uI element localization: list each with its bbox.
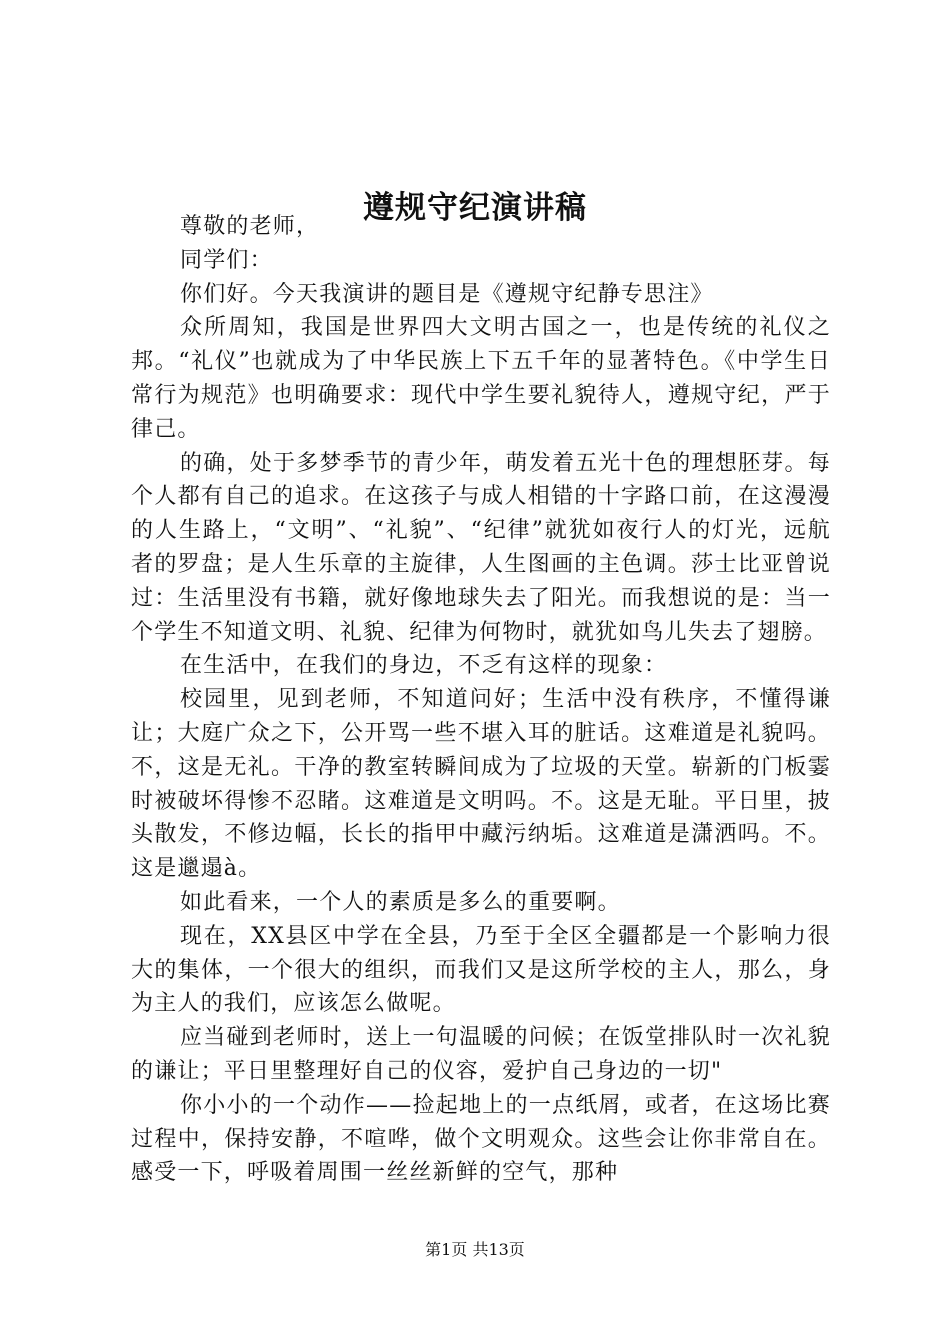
paragraph-actions: 应当碰到老师时，送上一句温暖的问候；在饭堂排队时一次礼貌的谦让；平日里整理好自己的仪容，爱护自己身边的一切" xyxy=(131,1025,831,1084)
page-footer: 第1页 共13页 xyxy=(425,1240,525,1259)
paragraph-salutation-2: 同学们： xyxy=(180,247,273,273)
document-title: 遵规守纪演讲稿 xyxy=(363,190,587,226)
paragraph-importance: 如此看来，一个人的素质是多么的重要啊。 xyxy=(180,889,621,915)
paragraph-greeting: 你们好。今天我演讲的题目是《遵规守纪静专思注》 xyxy=(180,281,714,307)
paragraph-school: 现在，XX县区中学在全县，乃至于全区全疆都是一个影响力很大的集体，一个很大的组织，而我们又是这所学校的主人，那么，身为主人的我们，应该怎么做呢。 xyxy=(131,923,831,1017)
paragraph-small-actions: 你小小的一个动作——捡起地上的一点纸屑，或者，在这场比赛过程中，保持安静，不喧哗，做个文明观众。这些会让你非常自在。感受一下，呼吸着周围一丝丝新鲜的空气，那种 xyxy=(131,1092,831,1186)
paragraph-youth: 的确，处于多梦季节的青少年，萌发着五光十色的理想胚芽。每个人都有自己的追求。在这孩子与成人相错的十字路口前，在这漫漫的人生路上，“文明”、“礼貌”、“纪律”就犹如夜行人的灯光，远航者的罗盘；是人生乐章的主旋律，人生图画的主色调。莎士比亚曾说过：生活里没有书籍，就好像地球失去了阳光。而我想说的是：当一个学生不知道文明、礼貌、纪律为何物时，就犹如鸟儿失去了翅膀。 xyxy=(131,450,831,645)
paragraph-etiquette: 众所周知，我国是世界四大文明古国之一，也是传统的礼仪之邦。“礼仪”也就成为了中华民族上下五千年的显著特色。《中学生日常行为规范》也明确要求：现代中学生要礼貌待人，遵规守纪，严于律己。 xyxy=(131,315,831,442)
paragraph-phenomena: 校园里，见到老师，不知道问好；生活中没有秩序，不懂得谦让；大庭广众之下，公开骂一些不堪入耳的脏话。这难道是礼貌吗。不，这是无礼。干净的教室转瞬间成为了垃圾的天堂。崭新的门板霎时被破坏得惨不忍睹。这难道是文明吗。不。这是无耻。平日里，披头散发，不修边幅，长长的指甲中藏污纳垢。这难道是潇洒吗。不。这是邋遢à。 xyxy=(131,687,831,882)
document-body xyxy=(131,210,831,1190)
paragraph-phenomena-intro: 在生活中，在我们的身边，不乏有这样的现象： xyxy=(180,653,668,679)
paragraph-salutation-1: 尊敬的老师， xyxy=(180,214,320,239)
